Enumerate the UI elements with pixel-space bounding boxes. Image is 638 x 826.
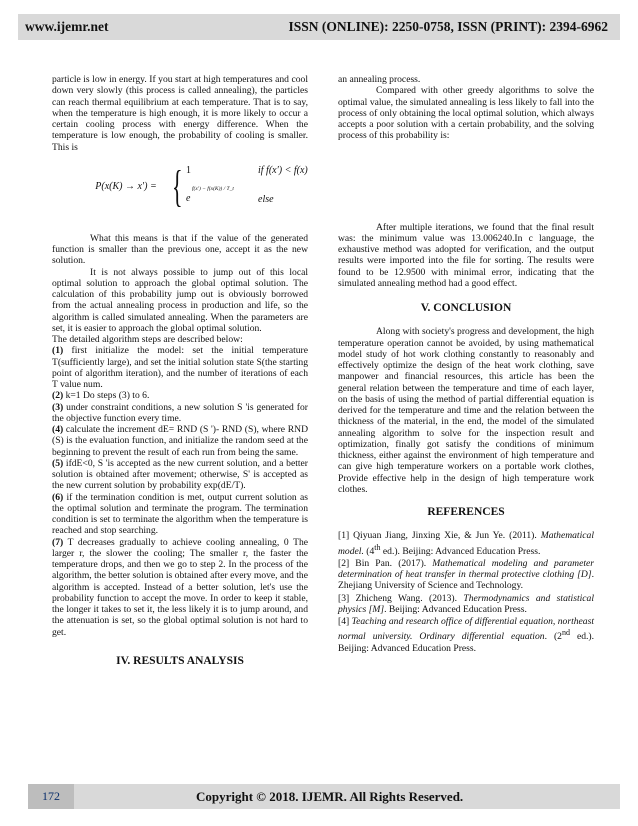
journal-website: www.ijemr.net	[25, 19, 109, 34]
formula-case2-base: e	[186, 192, 191, 204]
list-item: (6) if the termination condition is met, output current solution as the optimal solution and terminate the program. The termination condition is set to terminate the algorithm when the temperature is reached and stop searching.	[52, 491, 308, 537]
copyright-notice: Copyright © 2018. IJEMR. All Rights Reserved.	[196, 789, 464, 804]
formula-case1-condition: if f(x′) < f(x)	[258, 164, 308, 176]
formula-case1-value: 1	[186, 164, 191, 176]
section-heading: V. CONCLUSION	[420, 302, 512, 314]
list-item: (5) ifdE<0, S 'is accepted as the new current solution, and a better solution is obtained after movement; otherwise, S' is accepted as the new current solution by probability exp(dE/T).	[52, 457, 308, 492]
right-column	[338, 74, 594, 655]
list-item: (7) T decreases gradually to achieve cooling annealing, 0 The larger r, the slower the cooling; The smaller r, the faster the temperature drops, and then we go to step 2. In the process of the algorithm, the better solution is obtained after every move, and the algorithm is accepted. Instead of a better solution, let's use the probability function to accept the move. In order to keep it stable, the longer it takes to set it, the less likely it is to jump around, and the attenuation is set, so the global optimal solution is not hard to get.	[52, 536, 308, 638]
paragraph: It is not always possible to jump out of this local optimal solution to approach the global optimal solution. The calculation of this probability jump out is obviously borrowed from the actual annealing process in production and life, so the algorithm is called simulated annealing. When the parameters are set, it is easier to approach the global optimal solution.	[52, 266, 308, 334]
paragraph: The detailed algorithm steps are described below:	[52, 334, 243, 345]
page-footer	[28, 784, 620, 809]
reference-list	[338, 530, 594, 654]
paragraph: Compared with other greedy algorithms to solve the optimal value, the simulated annealing is less likely to fall into the process of only obtaining the local optimal solution, which always accepts a poor solution with a certain probability, and the solving process of this probability is:	[338, 85, 594, 142]
reference-item: [4] Teaching and research office of differential equation, northeast normal university. Ordinary differential equation. (2nd ed.). Beijing: Advanced Education Press.	[338, 616, 595, 654]
references-heading: REFERENCES	[427, 506, 505, 518]
paragraph: After multiple iterations, we found that the final result was: the minimum value was 13.006240.In c language, the exhaustive method was adopted for verification, and the output results were imported into the file for sorting. The results were found to be 12.9500 with minimal error, indicating that the simulated annealing method had a good effect.	[338, 221, 594, 289]
reference-item: [2] Bin Pan. (2017). Mathematical modeling and parameter determination of heat transfer in thermal protective clothing [D]. Zhejiang University of Science and Technology.	[338, 557, 595, 592]
formula-lhs: P(x(K) → x′) =	[95, 180, 157, 192]
formula-case2-exponent: f(x′) − f(x(K)) / T_t	[192, 185, 234, 192]
formula-case2-condition: else	[258, 193, 274, 205]
page-header	[18, 14, 620, 40]
paragraph: Along with society's progress and development, the high temperature operation cannot be avoided, by using mathematical model study of hot work clothing constantly to reasonably and effectively optimize the design of the heat work clothing, save manpower and financial resources, this article has been the general relation between the temperature and time of each layer, on the basis of using the method of partial differential equation is derived for the temperature and time and the relation between the thickness of the material, in the end, the model of the simulated annealing algorithm to solve for the inspection result and optimization, finally got satisfy the conditions of minimum thickness, either against the environment of high temperature and can give high temperature workers on a portable work clothes, Provide effective help in the design of high temperature work clothes.	[338, 326, 594, 495]
list-item: (1) first initialize the model: set the initial temperature T(sufficiently large), and set the initial solution state S(the starting point of algorithm iteration), and the number of iterations of each T value num.	[52, 345, 308, 390]
section-heading: IV. RESULTS ANALYSIS	[116, 654, 244, 667]
left-brace-icon: {	[172, 161, 183, 211]
paragraph: an annealing process.	[338, 74, 421, 85]
reference-item: [1] Qiyuan Jiang, Jinxing Xie, & Jun Ye. (2011). Mathematical model. (4th ed.). Beijing: Advanced Education Press.	[338, 530, 594, 557]
probability-formula	[52, 163, 308, 213]
issn-label: ISSN (ONLINE): 2250-0758, ISSN (PRINT): 2394-6962	[288, 19, 608, 34]
formula-spacer	[338, 142, 594, 222]
page-number: 172	[28, 784, 74, 809]
list-item: (4) calculate the increment dE= RND (S ')- RND (S), where RND (S) is the evaluation function, and initialize the random seed at the beginning to prevent the result of each run from being the same.	[52, 424, 308, 458]
paragraph: particle is low in energy. If you start at high temperatures and cool down very slowly (this process is called annealing), the particles can reach thermal equilibrium at each temperature. That is to say, when the temperature is high enough, it is more likely to occur a certain cooling process with energy difference. When the temperature is low enough, the probability of cooling is smaller. This is	[52, 74, 308, 153]
list-item: (2) k=1 Do steps (3) to 6.	[52, 390, 150, 402]
list-item: (3) under constraint conditions, a new solution S 'is generated for the objective function every time.	[52, 401, 308, 424]
paragraph: What this means is that if the value of the generated function is smaller than the previous one, accept it as the new solution.	[52, 232, 308, 267]
reference-item: [3] Zhicheng Wang. (2013). Thermodynamics and statistical physics [M]. Beijing: Advanced Education Press.	[338, 592, 594, 615]
left-column	[52, 74, 308, 679]
